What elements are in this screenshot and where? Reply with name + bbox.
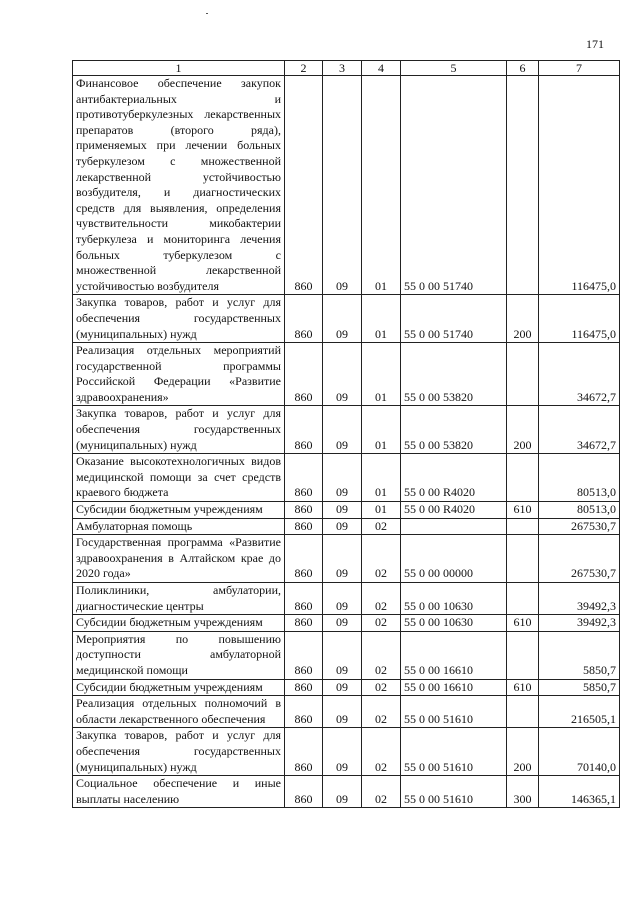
- cell-expense-type: [507, 518, 539, 535]
- table-row: [73, 728, 620, 776]
- cell-amount: 116475,0: [539, 295, 620, 343]
- row-name: Поликлиники, амбулатории, диагностические центры: [73, 583, 285, 615]
- cell-section: 09: [323, 454, 362, 502]
- cell-section: 09: [323, 343, 362, 406]
- table-row: [73, 502, 620, 519]
- cell-amount: 267530,7: [539, 535, 620, 583]
- cell-ministry: 860: [285, 76, 323, 295]
- cell-section: 09: [323, 776, 362, 808]
- column-header: 5: [401, 61, 507, 76]
- cell-amount: 5850,7: [539, 631, 620, 679]
- cell-ministry: 860: [285, 406, 323, 454]
- table-row: [73, 406, 620, 454]
- cell-subsection: 02: [362, 776, 401, 808]
- cell-subsection: 01: [362, 406, 401, 454]
- table-row: [73, 615, 620, 632]
- row-name: Оказание высокотехнологичных видов медицинской помощи за счет средств краевого бюджета: [73, 454, 285, 502]
- column-header: 6: [507, 61, 539, 76]
- budget-table: [72, 60, 620, 808]
- row-name: Субсидии бюджетным учреждениям: [73, 615, 285, 632]
- cell-expense-type: 610: [507, 502, 539, 519]
- cell-target-article: 55 0 00 51610: [401, 776, 507, 808]
- cell-ministry: 860: [285, 343, 323, 406]
- cell-subsection: 01: [362, 454, 401, 502]
- cell-section: 09: [323, 406, 362, 454]
- cell-target-article: 55 0 00 51610: [401, 728, 507, 776]
- row-name: Закупка товаров, работ и услуг для обеспечения государственных (муниципальных) нужд: [73, 406, 285, 454]
- row-name: Финансовое обеспечение закупок антибактериальных и противотуберкулезных лекарственных препаратов (второго ряда), применяемых при лечении больных туберкулезом с множественной лекарственной устойчивостью возбудителя, и диагностических средств для выявления, определения чувствительности микобактерии туберкулеза и мониторинга лечения больных туберкулезом с множественной лекарственной устойчивостью возбудителя: [73, 76, 285, 295]
- cell-expense-type: 610: [507, 615, 539, 632]
- table-row: [73, 518, 620, 535]
- cell-target-article: 55 0 00 R4020: [401, 454, 507, 502]
- cell-subsection: 02: [362, 583, 401, 615]
- cell-target-article: 55 0 00 10630: [401, 583, 507, 615]
- table-row: [73, 76, 620, 295]
- cell-expense-type: 200: [507, 728, 539, 776]
- table-row: [73, 454, 620, 502]
- cell-target-article: 55 0 00 51610: [401, 696, 507, 728]
- cell-subsection: 02: [362, 518, 401, 535]
- cell-expense-type: 300: [507, 776, 539, 808]
- column-header: 4: [362, 61, 401, 76]
- row-name: Субсидии бюджетным учреждениям: [73, 502, 285, 519]
- cell-ministry: 860: [285, 679, 323, 696]
- cell-amount: 267530,7: [539, 518, 620, 535]
- cell-subsection: 02: [362, 631, 401, 679]
- cell-section: 09: [323, 631, 362, 679]
- header-row: [73, 61, 620, 76]
- cell-target-article: 55 0 00 51740: [401, 295, 507, 343]
- cell-ministry: 860: [285, 535, 323, 583]
- cell-target-article: 55 0 00 16610: [401, 679, 507, 696]
- cell-section: 09: [323, 679, 362, 696]
- cell-subsection: 01: [362, 343, 401, 406]
- cell-amount: 80513,0: [539, 502, 620, 519]
- cell-expense-type: [507, 454, 539, 502]
- cell-target-article: 55 0 00 16610: [401, 631, 507, 679]
- cell-subsection: 01: [362, 295, 401, 343]
- cell-amount: 116475,0: [539, 76, 620, 295]
- row-name: Закупка товаров, работ и услуг для обеспечения государственных (муниципальных) нужд: [73, 728, 285, 776]
- cell-ministry: 860: [285, 502, 323, 519]
- cell-expense-type: [507, 696, 539, 728]
- cell-target-article: 55 0 00 53820: [401, 406, 507, 454]
- cell-amount: 34672,7: [539, 406, 620, 454]
- cell-target-article: 55 0 00 53820: [401, 343, 507, 406]
- column-header: 3: [323, 61, 362, 76]
- cell-section: 09: [323, 502, 362, 519]
- cell-ministry: 860: [285, 615, 323, 632]
- cell-subsection: 02: [362, 535, 401, 583]
- cell-amount: 39492,3: [539, 615, 620, 632]
- cell-amount: 216505,1: [539, 696, 620, 728]
- cell-target-article: 55 0 00 R4020: [401, 502, 507, 519]
- cell-section: 09: [323, 728, 362, 776]
- table-row: [73, 679, 620, 696]
- row-name: Амбулаторная помощь: [73, 518, 285, 535]
- cell-ministry: 860: [285, 454, 323, 502]
- table-row: [73, 343, 620, 406]
- cell-subsection: 02: [362, 696, 401, 728]
- page-number: 171: [586, 37, 604, 51]
- table-row: [73, 631, 620, 679]
- cell-ministry: 860: [285, 776, 323, 808]
- table-row: [73, 535, 620, 583]
- cell-section: 09: [323, 535, 362, 583]
- cell-amount: 70140,0: [539, 728, 620, 776]
- cell-subsection: 02: [362, 679, 401, 696]
- cell-expense-type: [507, 343, 539, 406]
- cell-ministry: 860: [285, 583, 323, 615]
- cell-ministry: 860: [285, 631, 323, 679]
- table-row: [73, 295, 620, 343]
- cell-section: 09: [323, 615, 362, 632]
- cell-expense-type: [507, 631, 539, 679]
- row-name: Закупка товаров, работ и услуг для обеспечения государственных (муниципальных) нужд: [73, 295, 285, 343]
- cell-ministry: 860: [285, 295, 323, 343]
- column-header: 1: [73, 61, 285, 76]
- cell-ministry: 860: [285, 696, 323, 728]
- cell-target-article: [401, 518, 507, 535]
- cell-amount: 5850,7: [539, 679, 620, 696]
- scan-speck: [206, 13, 208, 14]
- cell-amount: 34672,7: [539, 343, 620, 406]
- cell-ministry: 860: [285, 728, 323, 776]
- column-header: 2: [285, 61, 323, 76]
- cell-section: 09: [323, 583, 362, 615]
- cell-expense-type: [507, 535, 539, 583]
- table-row: [73, 776, 620, 808]
- cell-target-article: 55 0 00 00000: [401, 535, 507, 583]
- row-name: Государственная программа «Развитие здравоохранения в Алтайском крае до 2020 года»: [73, 535, 285, 583]
- row-name: Субсидии бюджетным учреждениям: [73, 679, 285, 696]
- cell-subsection: 01: [362, 502, 401, 519]
- cell-expense-type: 200: [507, 295, 539, 343]
- cell-amount: 39492,3: [539, 583, 620, 615]
- cell-subsection: 01: [362, 76, 401, 295]
- cell-section: 09: [323, 295, 362, 343]
- row-name: Реализация отдельных полномочий в области лекарственного обеспечения: [73, 696, 285, 728]
- row-name: Мероприятия по повышению доступности амбулаторной медицинской помощи: [73, 631, 285, 679]
- cell-expense-type: 200: [507, 406, 539, 454]
- cell-subsection: 02: [362, 728, 401, 776]
- cell-amount: 80513,0: [539, 454, 620, 502]
- cell-section: 09: [323, 76, 362, 295]
- column-header: 7: [539, 61, 620, 76]
- cell-expense-type: [507, 76, 539, 295]
- cell-section: 09: [323, 518, 362, 535]
- cell-amount: 146365,1: [539, 776, 620, 808]
- cell-target-article: 55 0 00 51740: [401, 76, 507, 295]
- cell-expense-type: [507, 583, 539, 615]
- row-name: Социальное обеспечение и иные выплаты населению: [73, 776, 285, 808]
- cell-subsection: 02: [362, 615, 401, 632]
- table-row: [73, 696, 620, 728]
- cell-section: 09: [323, 696, 362, 728]
- row-name: Реализация отдельных мероприятий государственной программы Российской Федерации «Развитие здравоохранения»: [73, 343, 285, 406]
- cell-ministry: 860: [285, 518, 323, 535]
- cell-target-article: 55 0 00 10630: [401, 615, 507, 632]
- table-row: [73, 583, 620, 615]
- cell-expense-type: 610: [507, 679, 539, 696]
